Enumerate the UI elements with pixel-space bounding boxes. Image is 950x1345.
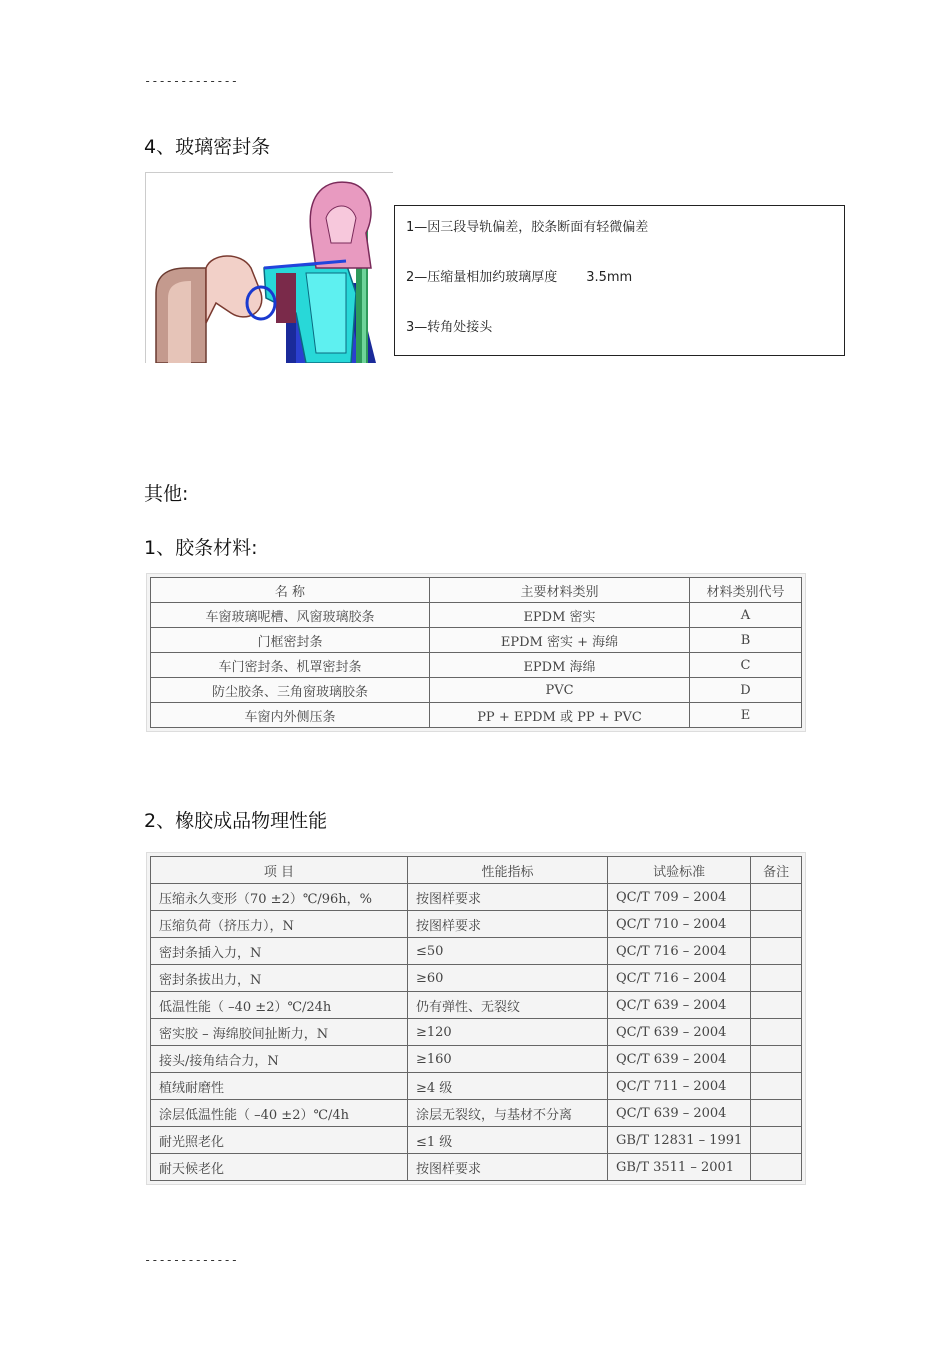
other-title: 其他: [144, 483, 189, 505]
table-row [151, 678, 802, 703]
table-row [151, 628, 802, 653]
cell: PVC [430, 678, 690, 703]
table-row [151, 603, 802, 628]
cell: QC/T 639 – 2004 [608, 992, 751, 1019]
cell: 耐天候老化 [151, 1154, 408, 1181]
cell: GB/T 3511 – 2001 [608, 1154, 751, 1181]
cell: QC/T 639 – 2004 [608, 1019, 751, 1046]
cell: QC/T 639 – 2004 [608, 1046, 751, 1073]
bottom-dash-line: ------------- [144, 1253, 238, 1267]
cell [751, 938, 802, 965]
cell [751, 1019, 802, 1046]
properties-table-frame [146, 852, 806, 1185]
cell: A [690, 603, 802, 628]
cell: EPDM 密实 [430, 603, 690, 628]
cell: 压缩负荷（挤压力），N [151, 911, 408, 938]
table-row [151, 1073, 802, 1100]
cell: PP + EPDM 或 PP + PVC [430, 703, 690, 728]
cell: ≤1 级 [408, 1127, 608, 1154]
cell: ≥60 [408, 965, 608, 992]
table-row [151, 965, 802, 992]
top-dash-line: ------------- [144, 74, 238, 88]
table-row [151, 1019, 802, 1046]
notes-box [394, 205, 845, 356]
table-row [151, 1046, 802, 1073]
note-2: 2—压缩量相加约玻璃厚度 3.5mm [406, 270, 633, 285]
table-row [151, 911, 802, 938]
cell [751, 911, 802, 938]
cell [751, 1154, 802, 1181]
cell: QC/T 716 – 2004 [608, 965, 751, 992]
glass-seal-illustration [145, 172, 393, 363]
col-header-remark: 备注 [751, 857, 802, 884]
cell: EPDM 密实 + 海绵 [430, 628, 690, 653]
cell [751, 965, 802, 992]
cell [751, 1127, 802, 1154]
cell: 仍有弹性、无裂纹 [408, 992, 608, 1019]
cell: 车门密封条、机罩密封条 [151, 653, 430, 678]
table-row [151, 653, 802, 678]
cell: 按图样要求 [408, 911, 608, 938]
table-row [151, 703, 802, 728]
properties-table [150, 856, 802, 1181]
cell [751, 1073, 802, 1100]
cell: QC/T 716 – 2004 [608, 938, 751, 965]
cell: 压缩永久变形（70 ±2）℃/96h，% [151, 884, 408, 911]
table-header-row [151, 578, 802, 603]
materials-table-frame [146, 573, 806, 732]
table-row [151, 1100, 802, 1127]
cell: 植绒耐磨性 [151, 1073, 408, 1100]
cell: ≤50 [408, 938, 608, 965]
cell: QC/T 710 – 2004 [608, 911, 751, 938]
cell: ≥120 [408, 1019, 608, 1046]
table-row [151, 1154, 802, 1181]
cell: 密实胶 – 海绵胶间扯断力，N [151, 1019, 408, 1046]
cell: 低温性能（ –40 ±2）℃/24h [151, 992, 408, 1019]
cell: QC/T 639 – 2004 [608, 1100, 751, 1127]
cell: 涂层低温性能（ –40 ±2）℃/4h [151, 1100, 408, 1127]
cell [751, 1046, 802, 1073]
cell: 按图样要求 [408, 1154, 608, 1181]
cell: 接头/接角结合力，N [151, 1046, 408, 1073]
table-header-row [151, 857, 802, 884]
col-header-code: 材料类别代号 [690, 578, 802, 603]
cell: 车窗玻璃呢槽、风窗玻璃胶条 [151, 603, 430, 628]
col-header-performance: 性能指标 [408, 857, 608, 884]
col-header-item: 项 目 [151, 857, 408, 884]
cell [751, 884, 802, 911]
note-1: 1—因三段导轨偏差，胶条断面有轻微偏差 [406, 220, 649, 235]
cell: C [690, 653, 802, 678]
cell: QC/T 711 – 2004 [608, 1073, 751, 1100]
cell: 涂层无裂纹，与基材不分离 [408, 1100, 608, 1127]
col-header-material: 主要材料类别 [430, 578, 690, 603]
properties-title: 2、橡胶成品物理性能 [144, 810, 328, 832]
cell: ≥4 级 [408, 1073, 608, 1100]
section-4-title: 4、玻璃密封条 [144, 136, 271, 158]
cell: E [690, 703, 802, 728]
cell: 密封条插入力，N [151, 938, 408, 965]
cell: 门框密封条 [151, 628, 430, 653]
materials-table [150, 577, 802, 728]
cell: 防尘胶条、三角窗玻璃胶条 [151, 678, 430, 703]
materials-title: 1、胶条材料: [144, 537, 258, 559]
cell: 密封条拔出力，N [151, 965, 408, 992]
table-row [151, 884, 802, 911]
seal-cross-section-image [146, 173, 393, 363]
cell: GB/T 12831 – 1991 [608, 1127, 751, 1154]
cell: 按图样要求 [408, 884, 608, 911]
cell: B [690, 628, 802, 653]
note-3: 3—转角处接头 [406, 320, 493, 335]
cell [751, 992, 802, 1019]
cell: 耐光照老化 [151, 1127, 408, 1154]
cell: ≥160 [408, 1046, 608, 1073]
cell: D [690, 678, 802, 703]
cell: 车窗内外侧压条 [151, 703, 430, 728]
col-header-standard: 试验标准 [608, 857, 751, 884]
cell [751, 1100, 802, 1127]
col-header-name: 名 称 [151, 578, 430, 603]
table-row [151, 992, 802, 1019]
cell: EPDM 海绵 [430, 653, 690, 678]
cell: QC/T 709 – 2004 [608, 884, 751, 911]
table-row [151, 938, 802, 965]
table-row [151, 1127, 802, 1154]
